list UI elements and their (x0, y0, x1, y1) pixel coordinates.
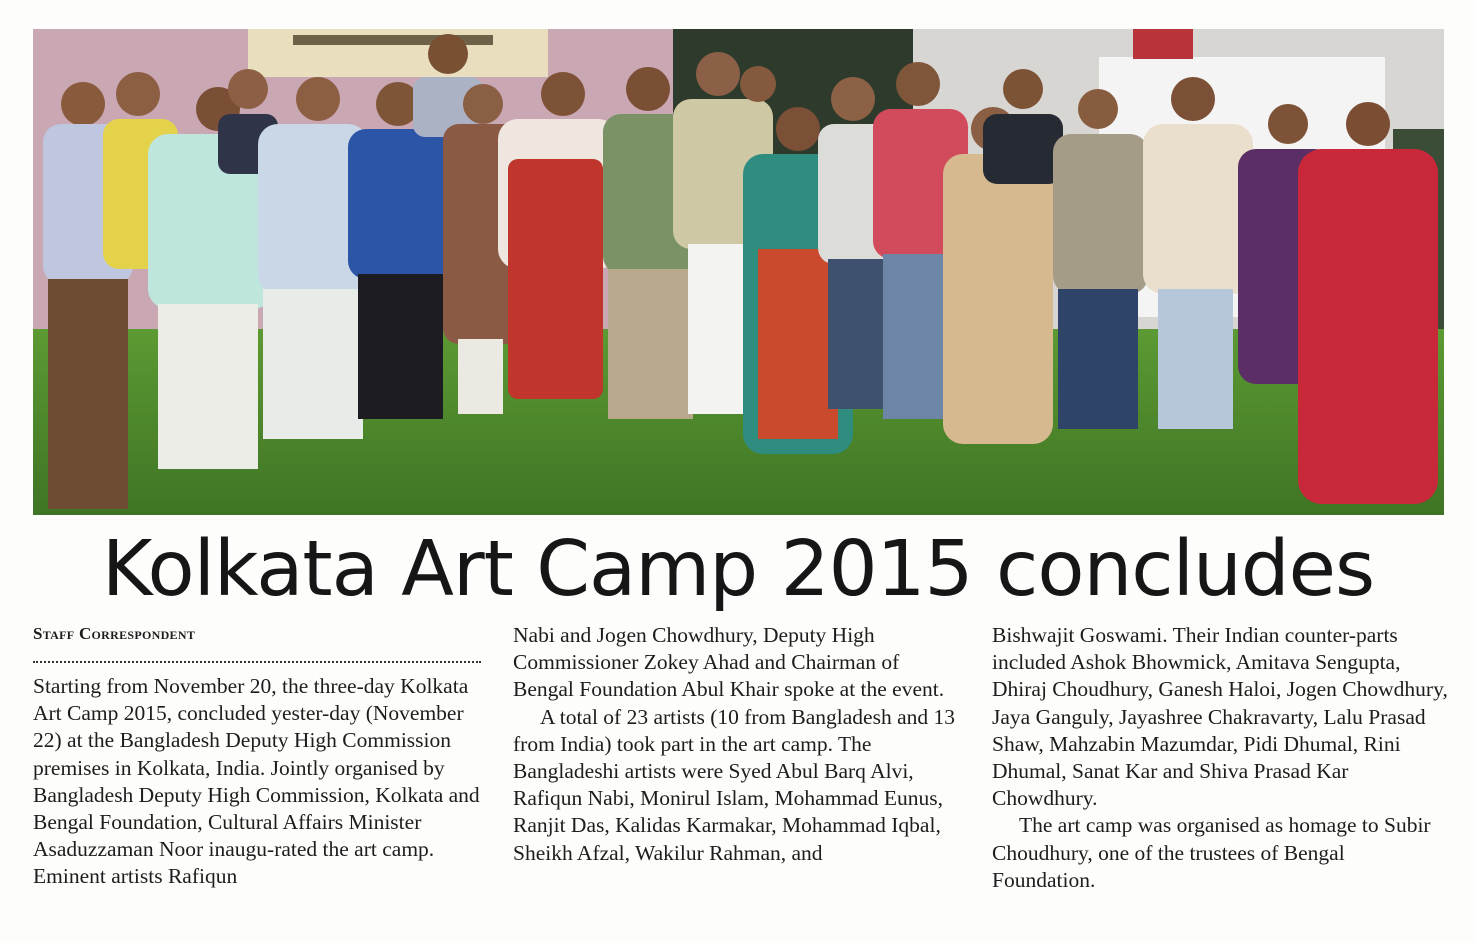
article-column-3 (992, 622, 1452, 894)
column-3-paragraph-2: The art camp was organised as homage to Subir Choudhury, one of the trustees of Bengal Foundation. (992, 813, 1431, 892)
column-1-text: Starting from November 20, the three-day Kolkata Art Camp 2015, concluded yester-day (November 22) at the Bangladesh Deputy High Commission premises in Kolkata, India. Jointly organised by Bangladesh Deputy High Commission, Kolkata and Bengal Foundation, Cultural Affairs Minister Asaduzzaman Noor inaugu-rated the art camp. Eminent artists Rafiqun (33, 674, 480, 889)
byline: Staff Correspondent (33, 624, 196, 643)
column-3-paragraph-1: Bishwajit Goswami. Their Indian counter-parts included Ashok Bhowmick, Amitava Sengupta, Dhiraj Choudhury, Ganesh Haloi, Jogen Chowdhury, Jaya Ganguly, Jayashree Chakravarty, Lalu Prasad Shaw, Mahzabin Mazumdar, Pidi Dhumal, Rini Dhumal, Sanat Kar and Shiva Prasad Kar Chowdhury. (992, 623, 1448, 811)
article-column-1 (33, 621, 493, 891)
headline: Kolkata Art Camp 2015 concludes (101, 525, 1375, 614)
column-2-paragraph-2: A total of 23 artists (10 from Bangladesh and 13 from India) took part in the art camp. The Bangladeshi artists were Syed Abul Barq Alvi, Rafiqun Nabi, Monirul Islam, Mohammad Eunus, Ranjit Das, Kalidas Karmakar, Mohammad Iqbal, Sheikh Afzal, Wakilur Rahman, and (513, 704, 955, 865)
column-2-paragraph-1: Nabi and Jogen Chowdhury, Deputy High Commissioner Zokey Ahad and Chairman of Bengal Foundation Abul Khair spoke at the event. (513, 623, 945, 702)
news-photo (33, 29, 1444, 515)
dotted-divider (33, 661, 481, 663)
article-column-2 (513, 622, 963, 867)
